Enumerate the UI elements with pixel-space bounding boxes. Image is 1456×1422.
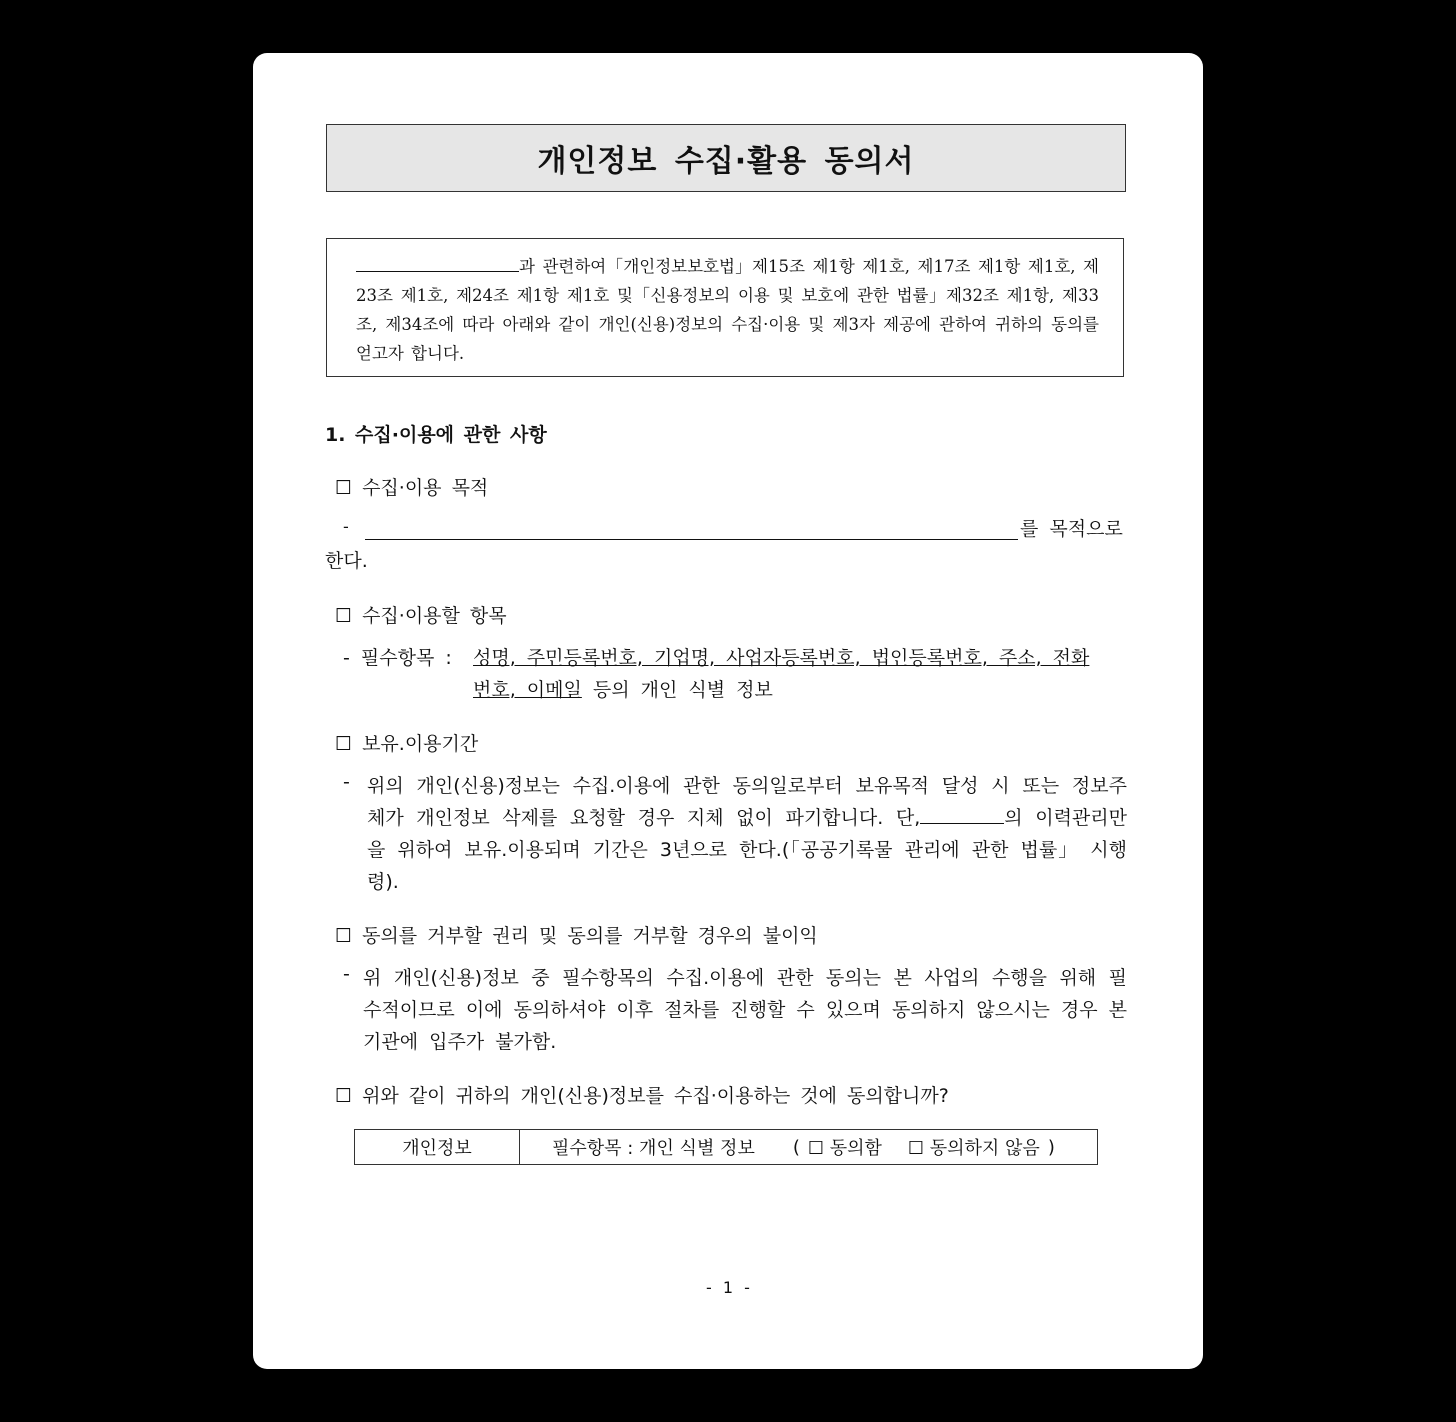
document-page bbox=[253, 53, 1203, 1369]
document-title: 개인정보 수집·활용 동의서 bbox=[326, 124, 1126, 192]
purpose-suffix: 를 목적으로 bbox=[1020, 518, 1123, 540]
items-underlined-2: 번호, 이메일 bbox=[473, 679, 582, 701]
refusal-checkbox-label[interactable]: ☐ 동의를 거부할 권리 및 동의를 거부할 경우의 불이익 bbox=[335, 925, 818, 947]
retention-checkbox-label[interactable]: ☐ 보유.이용기간 bbox=[335, 733, 479, 755]
retention-blank-field[interactable] bbox=[920, 804, 1004, 824]
refusal-text: 위 개인(신용)정보 중 필수항목의 수집.이용에 관한 동의는 본 사업의 수행을 위해 필수적이므로 이에 동의하셔야 이후 절차를 진행할 수 있으며 동의하지 않으시는 경우 본 기관에 입주가 불가함. bbox=[363, 967, 1127, 1053]
close-paren: ) bbox=[1047, 1136, 1055, 1158]
open-paren: ( bbox=[792, 1136, 800, 1158]
intro-text: 과 관련하여「개인정보보호법」제15조 제1항 제1호, 제17조 제1항 제1호, 제23조 제1호, 제24조 제1항 제1호 및「신용정보의 이용 및 보호에 관한 법률」제32조 제1항, 제33조, 제34조에 따라 아래와 같이 개인(신용)정보의 수집·이용 및 제3자 제공에 관하여 귀하의 동의를 얻고자 합니다. bbox=[356, 257, 1099, 363]
retention-text bbox=[367, 770, 1127, 898]
agree-checkbox[interactable]: ☐ 동의함 bbox=[807, 1138, 882, 1159]
items-underlined-1: 성명, 주민등록번호, 기업명, 사업자등록번호, 법인등록번호, 주소, 전화 bbox=[473, 647, 1090, 669]
section-1-heading: 1. 수집·이용에 관한 사항 bbox=[325, 424, 547, 446]
purpose-checkbox-label[interactable]: ☐ 수집·이용 목적 bbox=[335, 477, 489, 499]
page-number: - 1 - bbox=[706, 1278, 750, 1297]
purpose-line2: 한다. bbox=[325, 550, 368, 572]
retention-text-a: 위의 개인(신용)정보는 수집.이용에 관한 동의일로부터 보유목적 달성 시 또는 정보주체가 개인정보 삭제를 요청할 경우 지체 없이 파기합니다. 단, bbox=[367, 775, 1127, 829]
retention-text-b: 의 이력관리만을 위하여 보유.이용되며 기간은 3년으로 한다.(「공공기록물 관리에 관한 법률」 시행령). bbox=[367, 807, 1127, 893]
consent-table bbox=[354, 1129, 1098, 1165]
consent-question: ☐ 위와 같이 귀하의 개인(신용)정보를 수집·이용하는 것에 동의합니까? bbox=[335, 1085, 949, 1107]
intro-blank-field[interactable] bbox=[356, 255, 519, 273]
retention-dash: - bbox=[343, 771, 350, 793]
disagree-checkbox[interactable]: ☐ 동의하지 않음 bbox=[907, 1138, 1040, 1159]
refusal-dash: - bbox=[343, 963, 350, 985]
consent-item-text: 필수항목 : 개인 식별 정보 bbox=[552, 1138, 755, 1159]
items-list bbox=[473, 642, 1128, 706]
items-checkbox-label[interactable]: ☐ 수집·이용할 항목 bbox=[335, 605, 507, 627]
items-prefix: - 필수항목 : bbox=[343, 647, 452, 669]
consent-table-header: 개인정보 bbox=[355, 1130, 520, 1164]
consent-table-options bbox=[520, 1130, 1097, 1164]
purpose-blank-field[interactable] bbox=[365, 523, 1018, 540]
intro-paragraph bbox=[326, 238, 1124, 377]
items-tail: 등의 개인 식별 정보 bbox=[581, 679, 773, 701]
purpose-dash: - bbox=[343, 517, 349, 536]
